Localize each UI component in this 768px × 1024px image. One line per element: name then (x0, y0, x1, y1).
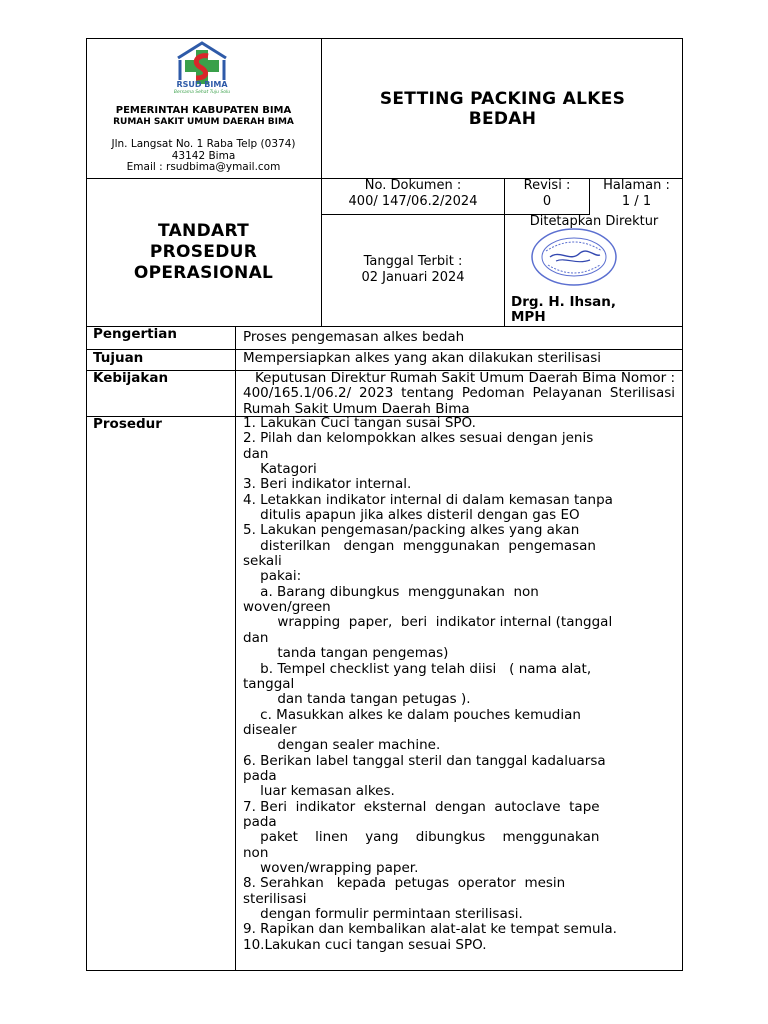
tujuan-label: Tujuan (93, 350, 144, 366)
address-line-2: 43142 Bima (171, 150, 236, 162)
logo-text: RSUD BIMA (176, 80, 228, 89)
prosedur-line: 7. Beri indikator eksternal dengan autoclave tape (243, 798, 600, 815)
prosedur-line: 2. Pilah dan kelompokkan alkes sesuai dengan jenis (243, 430, 594, 447)
email: Email : rsudbima@ymail.com (126, 161, 281, 173)
prosedur-line: pada (243, 813, 277, 830)
prosedur-line: pada (243, 767, 277, 784)
prosedur-line: 3. Beri indikator internal. (243, 476, 412, 493)
address-line-1: Jln. Langsat No. 1 Raba Telp (0374) (111, 138, 296, 150)
kebijakan-label: Kebijakan (93, 370, 169, 386)
official-stamp-icon (530, 227, 618, 287)
doc-number-value: 400/ 147/06.2/2024 (348, 194, 478, 209)
hospital-name: RUMAH SAKIT UMUM DAERAH BIMA (113, 117, 294, 127)
logo-tagline: Bersama Sehat Tuju Solu (173, 90, 231, 95)
prosedur-line: disterilkan dengan menggunakan pengemasan (243, 537, 596, 554)
prosedur-line: sterilisasi (243, 890, 307, 907)
prosedur-line: dan (243, 629, 269, 646)
prosedur-line: luar kemasan alkes. (243, 783, 395, 800)
doc-number-label: No. Dokumen : (364, 178, 462, 193)
director-name-line-2: MPH (511, 309, 546, 325)
kebijakan-text: Keputusan Direktur Rumah Sakit Umum Daerah Bima Nomor : 400/165.1/06.2/ 2023 tentang Pedoman Pelayanan Sterilisasi Rumah Sakit Umum Daerah Bima (243, 370, 675, 417)
prosedur-line: 10.Lakukan cuci tangan sesuai SPO. (243, 936, 487, 953)
halaman-value: 1 / 1 (621, 194, 652, 209)
tujuan-text: Mempersiapkan alkes yang akan dilakukan sterilisasi (243, 350, 602, 366)
prosedur-line: disealer (243, 721, 297, 738)
document-title-line-1: SETTING PACKING ALKES (379, 89, 626, 109)
prosedur-line: a. Barang dibungkus menggunakan non (243, 583, 539, 600)
prosedur-line: 1. Lakukan Cuci tangan susai SPO. (243, 415, 476, 431)
prosedur-line: 8. Serahkan kepada petugas operator mesin (243, 875, 566, 892)
spo-line-2: PROSEDUR (149, 242, 258, 262)
prosedur-line: paket linen yang dibungkus menggunakan (243, 829, 600, 846)
prosedur-line: non (243, 844, 269, 861)
prosedur-line: tanda tangan pengemas) (243, 645, 449, 662)
prosedur-line: 6. Berikan label tanggal steril dan tanggal kadaluarsa (243, 752, 606, 769)
prosedur-line: tanggal (243, 675, 295, 692)
prosedur-line: b. Tempel checklist yang telah diisi ( nama alat, (243, 660, 592, 677)
prosedur-line: wrapping paper, beri indikator internal (tanggal (243, 614, 613, 631)
prosedur-line: 9. Rapikan dan kembalikan alat-alat ke tempat semula. (243, 921, 617, 938)
document-title-line-2: BEDAH (468, 109, 537, 129)
prosedur-line: dan tanda tangan petugas ). (243, 691, 471, 708)
revisi-value: 0 (542, 194, 552, 209)
prosedur-line: dan (243, 445, 269, 462)
prosedur-line: dengan sealer machine. (243, 737, 441, 754)
pengertian-label: Pengertian (93, 326, 177, 342)
prosedur-line: 5. Lakukan pengemasan/packing alkes yang akan (243, 522, 580, 539)
institution-name: PEMERINTAH KABUPATEN BIMA (115, 105, 292, 116)
prosedur-line: pakai: (243, 568, 302, 585)
director-name-line-1: Drg. H. Ihsan, (511, 294, 617, 310)
ditetapkan-label: Ditetapkan Direktur (529, 214, 659, 229)
prosedur-line: woven/green (243, 599, 331, 616)
spo-line-3: OPERASIONAL (133, 263, 274, 283)
pengertian-text: Proses pengemasan alkes bedah (243, 329, 465, 345)
prosedur-label: Prosedur (93, 416, 162, 432)
prosedur-line: dengan formulir permintaan sterilisasi. (243, 906, 523, 922)
revisi-label: Revisi : (523, 178, 571, 193)
prosedur-line: sekali (243, 553, 282, 570)
prosedur-line: ditulis apapun jika alkes disteril dengan gas EO (243, 507, 580, 524)
prosedur-line: c. Masukkan alkes ke dalam pouches kemudian (243, 706, 581, 723)
prosedur-line: 4. Letakkan indikator internal di dalam kemasan tanpa (243, 491, 613, 508)
prosedur-line: woven/wrapping paper. (243, 859, 419, 876)
table-divider-v (235, 326, 236, 971)
spo-line-1: TANDART (158, 221, 249, 241)
halaman-label: Halaman : (603, 178, 670, 193)
prosedur-list (243, 416, 681, 953)
tanggal-terbit-value: 02 Januari 2024 (361, 270, 465, 285)
prosedur-line: Katagori (243, 461, 317, 478)
tanggal-terbit-label: Tanggal Terbit : (363, 254, 463, 269)
